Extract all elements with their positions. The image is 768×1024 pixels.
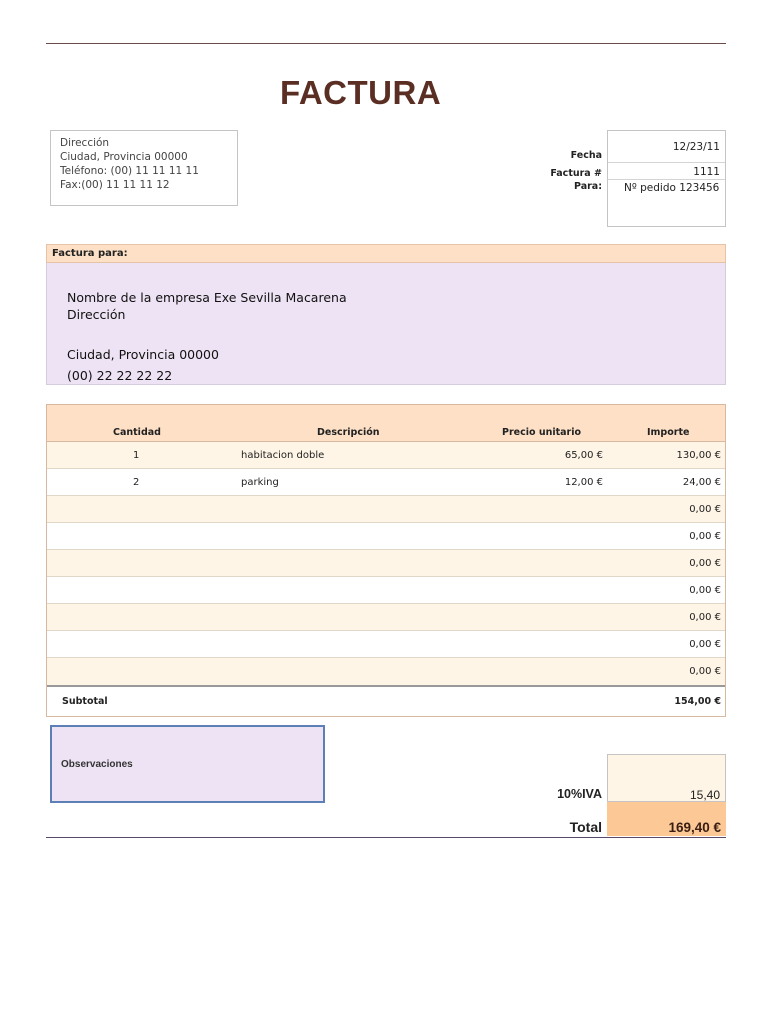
bill-to-header: Factura para: xyxy=(46,244,726,263)
tax-box xyxy=(607,754,726,802)
table-row[interactable] xyxy=(47,523,725,550)
order-number-value[interactable]: Nº pedido 123456 xyxy=(624,182,720,194)
table-row[interactable] xyxy=(47,442,725,469)
invoice-title: FACTURA xyxy=(280,74,442,111)
tax-value: 15,40 xyxy=(689,788,720,802)
row-qty: 1 xyxy=(133,450,140,461)
client-phone[interactable]: (00) 22 22 22 22 xyxy=(67,368,173,383)
order-label: Para: xyxy=(573,181,602,192)
client-company[interactable]: Nombre de la empresa Exe Sevilla Macarena xyxy=(67,290,347,305)
table-row[interactable] xyxy=(47,469,725,496)
invoice-number-value[interactable]: 1111 xyxy=(693,166,720,178)
table-row[interactable] xyxy=(47,496,725,523)
subtotal-label: Subtotal xyxy=(62,696,108,707)
row-unit-price: 65,00 € xyxy=(564,450,603,461)
client-address[interactable]: Dirección xyxy=(67,307,126,322)
description-column-header: Descripción xyxy=(317,427,380,438)
row-amount: 130,00 € xyxy=(676,450,721,461)
row-unit-price: 12,00 € xyxy=(564,477,603,488)
row-amount: 0,00 € xyxy=(689,585,721,596)
sender-line: Ciudad, Provincia 00000 xyxy=(60,151,188,163)
row-amount: 0,00 € xyxy=(689,558,721,569)
row-amount: 0,00 € xyxy=(689,639,721,650)
unit-price-column-header: Precio unitario xyxy=(502,427,582,438)
total-label: Total xyxy=(569,819,602,835)
row-amount: 0,00 € xyxy=(689,531,721,542)
row-description: habitacion doble xyxy=(241,450,325,461)
tax-label: 10%IVA xyxy=(557,787,602,801)
sender-line: Fax:(00) 11 11 11 12 xyxy=(60,179,170,191)
row-qty: 2 xyxy=(133,477,140,488)
row-description: parking xyxy=(241,477,279,488)
items-table xyxy=(46,404,726,717)
invoice-number-label: Factura # xyxy=(550,168,602,179)
client-city[interactable]: Ciudad, Provincia 00000 xyxy=(67,347,219,362)
date-label: Fecha xyxy=(570,150,602,161)
sender-line: Dirección xyxy=(60,137,110,149)
table-row[interactable] xyxy=(47,577,725,604)
bill-to-box xyxy=(46,263,726,385)
sender-address-box xyxy=(50,130,238,206)
subtotal-value: 154,00 € xyxy=(674,696,721,707)
row-amount: 0,00 € xyxy=(689,612,721,623)
qty-column-header: Cantidad xyxy=(113,427,161,438)
row-amount: 0,00 € xyxy=(689,666,721,677)
table-row[interactable] xyxy=(47,604,725,631)
row-amount: 24,00 € xyxy=(682,477,721,488)
top-divider xyxy=(46,43,726,44)
subtotal-row xyxy=(47,685,725,716)
bottom-divider xyxy=(46,837,726,838)
table-row[interactable] xyxy=(47,550,725,577)
total-box xyxy=(607,802,726,836)
sender-line: Teléfono: (00) 11 11 11 11 xyxy=(60,165,199,177)
table-row[interactable] xyxy=(47,658,725,685)
date-value[interactable]: 12/23/11 xyxy=(672,141,720,153)
table-row[interactable] xyxy=(47,631,725,658)
total-value: 169,40 € xyxy=(668,820,721,835)
observations-box[interactable] xyxy=(50,725,325,803)
observations-label: Observaciones xyxy=(61,759,133,770)
amount-column-header: Importe xyxy=(647,427,690,438)
items-table-header xyxy=(47,405,725,442)
row-amount: 0,00 € xyxy=(689,504,721,515)
invoice-meta-box xyxy=(607,130,726,227)
